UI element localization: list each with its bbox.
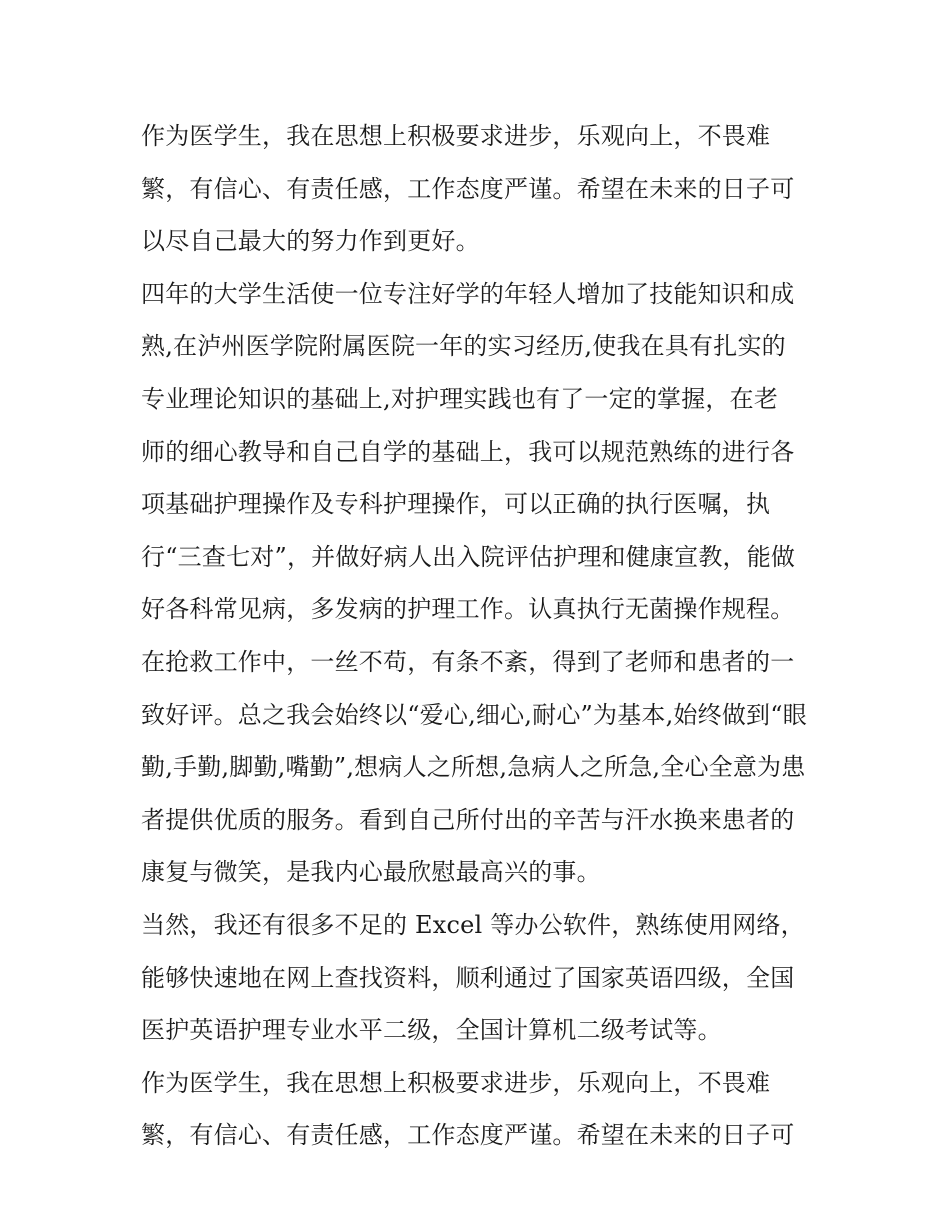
text-line: 专业理论知识的基础上,对护理实践也有了一定的掌握，在老 <box>141 384 779 413</box>
text-line: 康复与微笑，是我内心最欣慰最高兴的事。 <box>141 858 601 887</box>
text-line: 项基础护理操作及专科护理操作，可以正确的执行医嘱，执 <box>141 490 771 519</box>
text-line: 在抢救工作中，一丝不苟，有条不紊，得到了老师和患者的一 <box>141 647 795 676</box>
text-line: 勤,手勤,脚勤,嘴勤”,想病人之所想,急病人之所急,全心全意为患 <box>141 753 806 782</box>
document-body <box>141 110 813 1162</box>
text-line: 繁，有信心、有责任感，工作态度严谨。希望在未来的日子可 <box>141 174 795 203</box>
text-line: 行“三查七对”，并做好病人出入院评估护理和健康宣教，能做 <box>141 542 796 571</box>
text-line: 熟,在泸州医学院附属医院一年的实习经历,使我在具有扎实的 <box>141 332 786 361</box>
text-line: 四年的大学生活使一位专注好学的年轻人增加了技能知识和成 <box>141 279 795 308</box>
text-line: 作为医学生，我在思想上积极要求进步，乐观向上，不畏难 <box>141 1068 771 1097</box>
text-line: 繁，有信心、有责任感，工作态度严谨。希望在未来的日子可 <box>141 1121 795 1150</box>
text-line: 以尽自己最大的努力作到更好。 <box>141 227 480 256</box>
text-line: 能够快速地在网上查找资料，顺利通过了国家英语四级，全国 <box>141 963 795 992</box>
text-line: 者提供优质的服务。看到自己所付出的辛苦与汗水换来患者的 <box>141 805 795 834</box>
text-line: 作为医学生，我在思想上积极要求进步，乐观向上，不畏难 <box>141 122 771 150</box>
text-line: 当然，我还有很多不足的 Excel 等办公软件，熟练使用网络， <box>141 910 805 939</box>
text-line: 师的细心教导和自己自学的基础上，我可以规范熟练的进行各 <box>141 437 795 466</box>
text-line: 好各科常见病，多发病的护理工作。认真执行无菌操作规程。 <box>141 595 795 624</box>
text-line: 致好评。总之我会始终以“爱心,细心,耐心”为基本,始终做到“眼 <box>141 700 807 729</box>
text-line: 医护英语护理专业水平二级，全国计算机二级考试等。 <box>141 1016 722 1045</box>
